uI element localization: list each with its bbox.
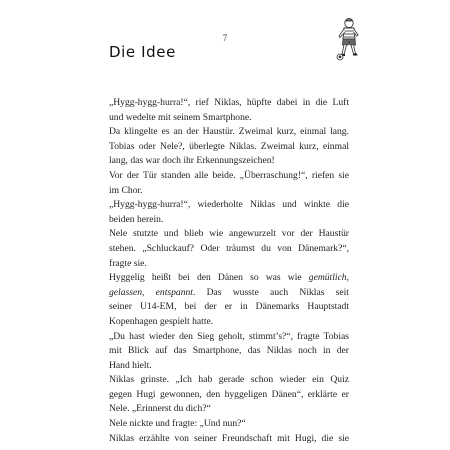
text-line <box>109 286 349 301</box>
text-line: seiner U14-EM, bei der er in Dänemarks Hauptstadt <box>109 301 349 313</box>
text-segment: Hyggelig heißt bei den Dänen so was wie <box>109 272 309 284</box>
text-line: Tobias oder Nele?, überlegte Niklas. Zweimal kurz, einmal <box>109 140 349 152</box>
text-line: Hand hielt. <box>109 359 152 371</box>
text-line: gegen Hugi gewonnen, den hyggeligen Dänen“, erklärte er <box>109 388 349 400</box>
soccer-player-icon <box>335 17 361 61</box>
text-line: und wedelte mit seinem Smartphone. <box>109 111 252 123</box>
text-line: Nele stutzte und blieb wie angewurzelt vor der Haustür <box>109 228 349 240</box>
text-line <box>109 271 349 286</box>
page-number: 7 <box>222 33 228 43</box>
emphasized-text: gelassen, entspannt <box>109 286 193 298</box>
text-line: im Chor. <box>109 184 143 196</box>
text-line: „Hygg-hygg-hurra!“, wiederholte Niklas und winkte die <box>109 199 349 211</box>
text-line: lang, das war doch ihr Erkennungszeichen! <box>109 155 275 167</box>
text-segment: . Das wusste auch Niklas seit <box>192 286 349 298</box>
text-line: Da klingelte es an der Haustür. Zweimal kurz, einmal lang. <box>109 126 349 138</box>
text-line: fragte sie. <box>109 257 147 269</box>
chapter-title: Die Idee <box>109 43 176 61</box>
text-line: Nele. „Erinnerst du dich?“ <box>109 403 211 415</box>
text-line: stehen. „Schluckauf? Oder träumst du von Dänemark?“, <box>109 242 349 254</box>
text-line: Nele nickte und fragte: „Und nun?“ <box>109 418 246 430</box>
text-line: Vor der Tür standen alle beide. „Überraschung!“, riefen sie <box>109 169 349 181</box>
text-line: „Hygg-hygg-hurra!“, rief Niklas, hüpfte dabei in die Luft <box>109 97 349 108</box>
text-line: „Du hast wieder den Sieg geholt, stimmt’s?“, fragte Tobias <box>109 330 349 342</box>
text-line: mit Blick auf das Smartphone, das Niklas noch in der <box>109 345 349 357</box>
body-text <box>109 96 349 446</box>
text-line: beiden herein. <box>109 213 164 225</box>
emphasized-text: gemütlich, <box>308 272 349 284</box>
text-line: Niklas grinste. „Ich hab gerade schon wieder ein Quiz <box>109 374 349 386</box>
text-line: Niklas erzählte von seiner Freundschaft mit Hugi, die sie <box>109 432 349 444</box>
text-line: Kopenhagen gespielt hatte. <box>109 315 214 327</box>
